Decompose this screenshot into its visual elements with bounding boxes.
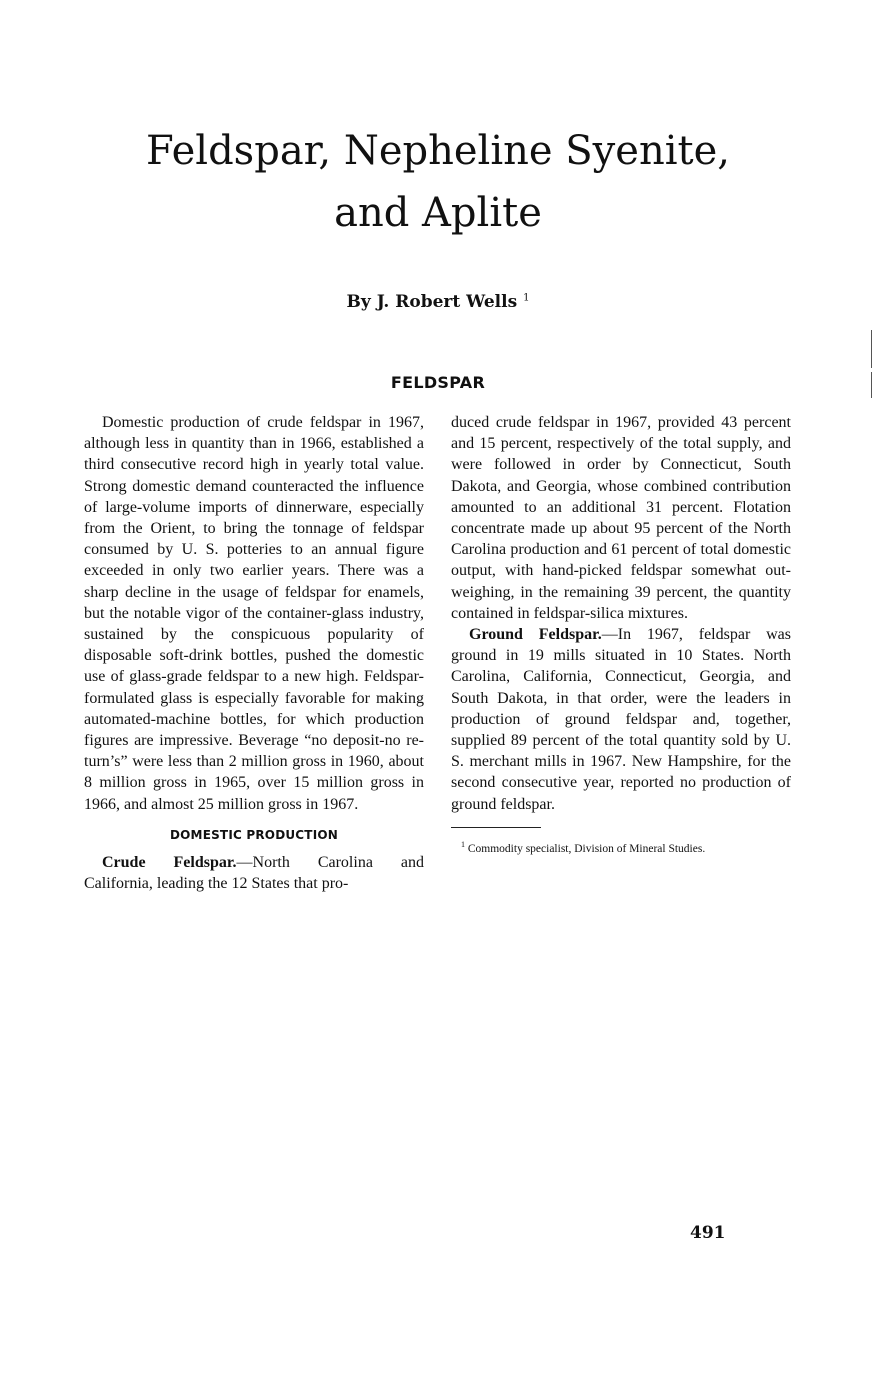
crude-feldspar-runin: Crude Feldspar.: [102, 854, 237, 872]
article-title: [0, 120, 876, 244]
crude-feldspar-text: —North Carolina and California, leading the 12 States that pro-: [84, 854, 424, 893]
ground-feldspar-text: —In 1967, feldspar was ground in 19 mills situated in 10 States. North Carolina, California, Connecticut, Georgia, and South Dakota, in that order, were the leaders in production of ground feldspar and, together, supplied 89 percent of the total quantity sold by U. S. merchant mills in 1967. New Hampshire, for the second consecutive year, reported no production of ground feldspar.: [451, 626, 791, 813]
subsection-heading: DOMESTIC PRODUCTION: [169, 827, 339, 842]
title-line-2: and Aplite: [334, 190, 542, 236]
title-line-1: Feldspar, Nepheline Syenite,: [146, 128, 730, 174]
footnote-marker: 1: [461, 839, 465, 849]
intro-paragraph: Domestic production of crude feldspar in 1967, although less in quantity than in 1966, established a third consecutive record high in yearly total value. Strong domestic demand counteracted the influence of large-volume imports of dinnerware, especially from the Orient, to bring the tonnage of feldspar consumed by U. S. potteries to an annual figure exceeded in only two earlier years. There was a sharp decline in the usage of feldspar for enamels, but the notable vigor of the container-glass industry, sustained by the conspicuous popularity of disposable soft-drink bottles, pushed the domestic use of glass-grade feldspar to a new high. Feldspar-formulated glass is especially favorable for making automated-machine bottles, for which production figures are impressive. Beverage “no deposit-no return’s” were less than 2 million gross in 1960, about 8 million gross in 1965, over 15 million gross in 1966, and almost 25 million gross in 1967.: [84, 414, 424, 813]
footnote-divider: [451, 827, 541, 828]
ground-feldspar-paragraph: [451, 624, 791, 815]
continuation-paragraph: duced crude feldspar in 1967, provided 43 percent and 15 percent, respectively of the total supply, and were followed in order by Connecticut, South Dakota, and Georgia, whose combined contribution amounted to an additional 31 percent. Flotation concentrate made up about 95 percent of the North Carolina production and 61 percent of total domestic output, with hand-picked feldspar somewhat outweighing, in the remaining 39 percent, the quantity contained in feldspar-silica mixtures.: [451, 414, 791, 622]
margin-mark: [871, 330, 872, 368]
author-name: By J. Robert Wells: [346, 292, 518, 312]
footnote: [451, 838, 791, 856]
right-column: [451, 412, 791, 856]
byline-footnote-marker: 1: [523, 292, 530, 304]
crude-feldspar-paragraph: [84, 852, 424, 894]
footnote-text: Commodity specialist, Division of Mineral Studies.: [467, 842, 706, 855]
section-heading: FELDSPAR: [390, 373, 486, 392]
margin-mark: [871, 372, 872, 398]
page-number: 491: [690, 1223, 726, 1243]
left-column: [84, 412, 424, 894]
byline: [0, 292, 876, 312]
ground-feldspar-runin: Ground Feldspar.: [469, 626, 602, 644]
